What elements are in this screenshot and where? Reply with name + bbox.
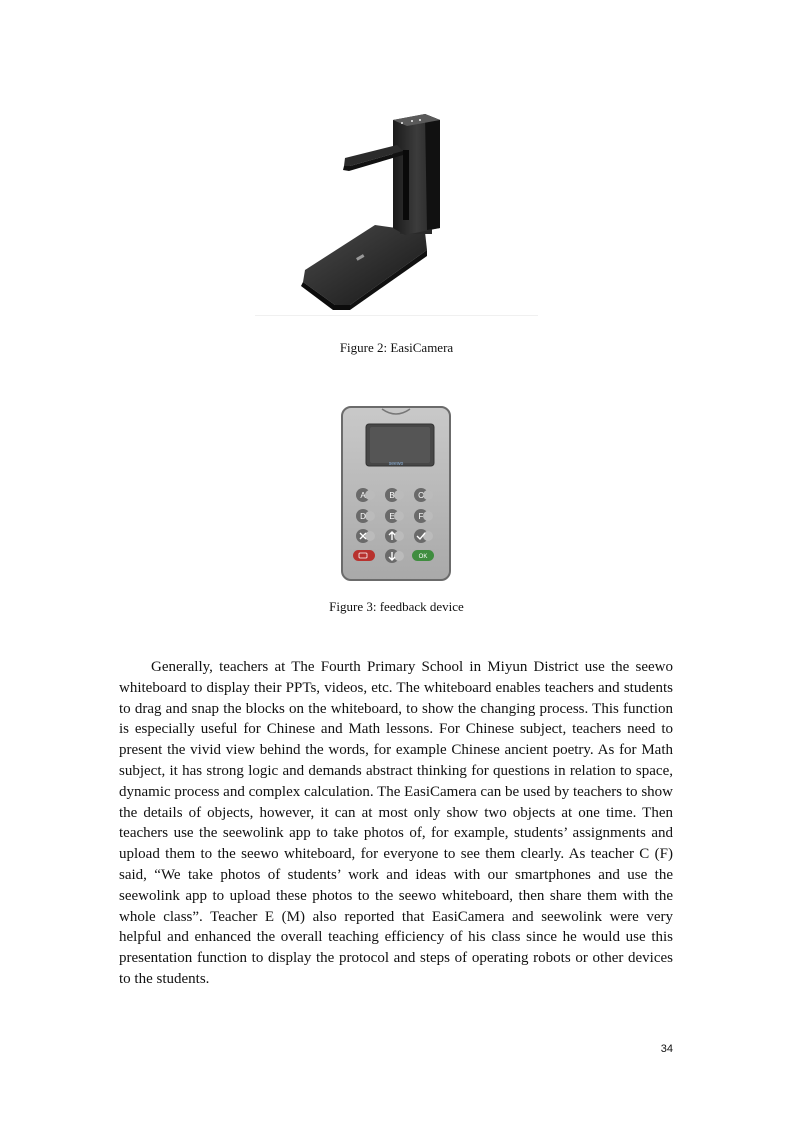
- key-row-3: [356, 529, 433, 543]
- key-c: C: [418, 491, 424, 500]
- page-number: 34: [660, 1043, 673, 1055]
- key-row-1: [356, 488, 433, 502]
- key-f: F: [418, 512, 424, 521]
- key-row-4: [353, 549, 434, 563]
- figure-divider: [255, 315, 538, 316]
- feedback-device-image: [340, 405, 452, 582]
- svg-text:OK: OK: [418, 554, 428, 560]
- figure-3-caption: Figure 3: feedback device: [329, 599, 464, 614]
- key-d: D: [360, 512, 366, 521]
- key-e: E: [389, 512, 395, 521]
- key-b: B: [389, 491, 395, 500]
- figure-2-caption: Figure 2: EasiCamera: [339, 340, 454, 355]
- key-row-2: [356, 509, 433, 523]
- body-text: [119, 657, 673, 990]
- key-a: A: [360, 491, 366, 500]
- body-paragraph: Generally, teachers at The Fourth Primary School in Miyun District use the seewo whiteboard to display their PPTs, videos, etc. The whiteboard enables teachers and students to drag and snap the blocks on the whiteboard, to show the changing process. This function is especially useful for Chinese and Math lessons. For Chinese subject, teachers need to present the vivid view behind the words, for example Chinese ancient poetry. As for Math subject, it has strong logic and demands abstract thinking for questions in relation to space, dynamic process and complex calculation. The EasiCamera can be used by teachers to show the details of objects, however, it can at most only show two objects at one time. Then teachers use the seewolink app to take photos of, for example, students’ assignments and upload them to the seewo whiteboard, for everyone to see them clearly. As teacher C (F) said, “We take photos of students’ work and ideas with our smartphones and use the seewolink app to upload these photos to the seewo whiteboard, then share them with the whole class”. Teacher E (M) also reported that EasiCamera and seewolink were very helpful and enhanced the overall teaching efficiency of his class since he would use this presentation function to display the protocol and steps of operating robots or other devices to the students.: [119, 659, 673, 987]
- device-brand-text: seewo: [388, 461, 404, 467]
- easicamera-image: [255, 100, 540, 318]
